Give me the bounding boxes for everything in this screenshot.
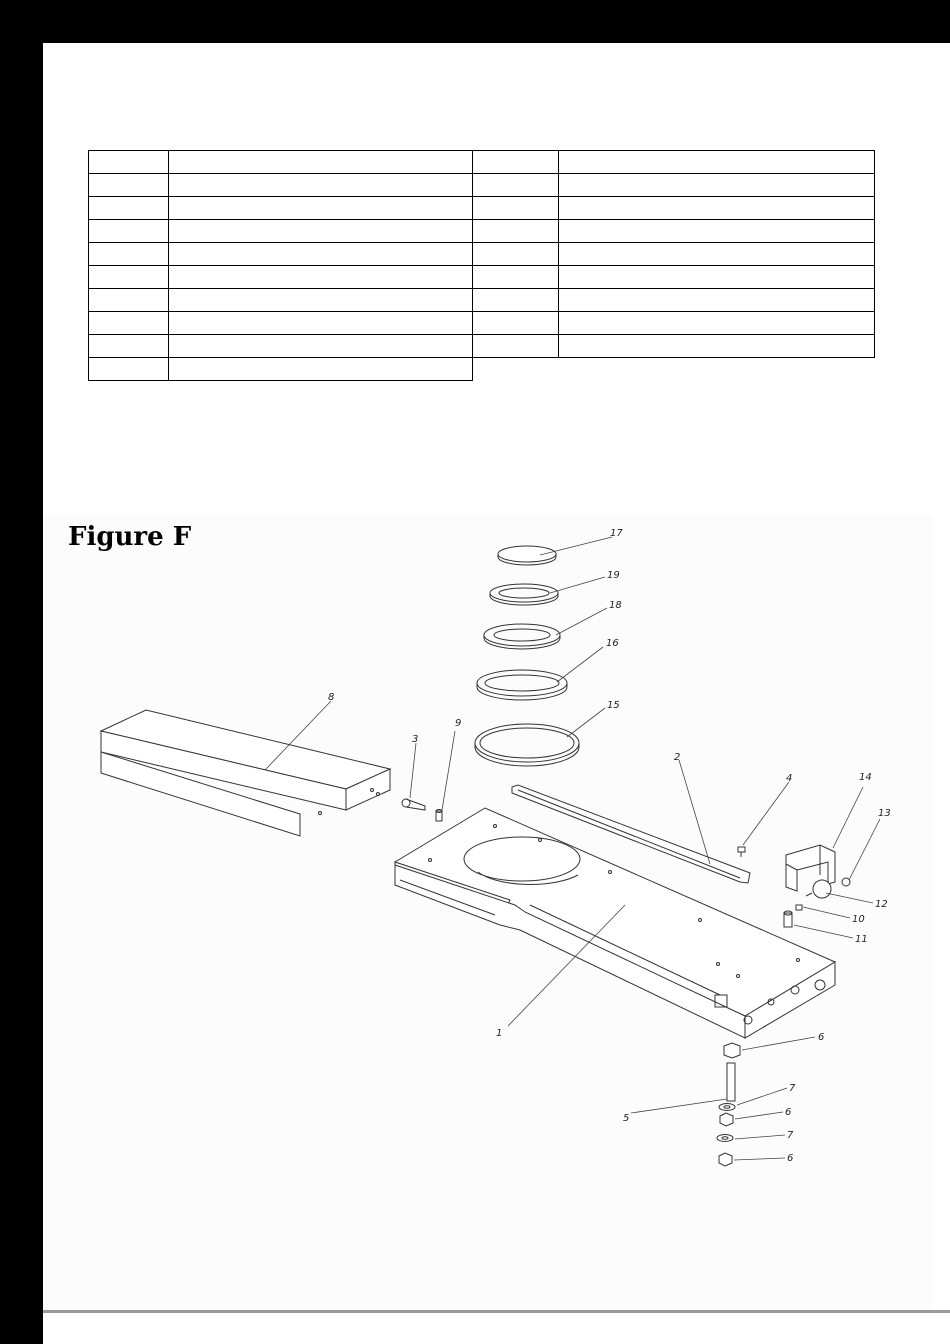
callout-6-bottom: 6	[787, 1153, 794, 1164]
callout-13: 13	[878, 808, 891, 819]
part-18-ring	[484, 624, 560, 649]
part-15-ring	[475, 724, 579, 766]
part-6-nut-c	[719, 1153, 732, 1166]
callout-7-upper: 7	[789, 1083, 796, 1094]
callout-8: 8	[328, 692, 335, 703]
callout-17: 17	[610, 528, 623, 539]
callout-10: 10	[852, 914, 865, 925]
part-17-disc	[498, 546, 556, 565]
part-7-washer-b	[717, 1135, 733, 1142]
part-7-washer-a	[719, 1104, 735, 1111]
callout-4: 4	[786, 773, 793, 784]
callout-19: 19	[607, 570, 620, 581]
callout-3: 3	[412, 734, 419, 745]
callout-11: 11	[855, 934, 868, 945]
figure-title: Figure F	[68, 522, 192, 552]
callout-9: 9	[455, 718, 462, 729]
callout-15: 15	[607, 700, 620, 711]
part-16-ring	[477, 670, 567, 700]
part-19-ring	[490, 584, 558, 605]
callout-6-top: 6	[818, 1032, 825, 1043]
part-12-knob	[806, 880, 831, 898]
callout-12: 12	[875, 899, 888, 910]
part-6-nut-a	[724, 1043, 740, 1058]
callout-16: 16	[606, 638, 619, 649]
part-5-rod	[727, 1063, 735, 1101]
page-bottom-rule	[43, 1310, 950, 1313]
callout-7-lower: 7	[787, 1130, 794, 1141]
part-11-post	[784, 911, 792, 927]
callout-2: 2	[674, 752, 681, 763]
part-9-pin	[436, 810, 442, 822]
part-8-extension	[101, 710, 390, 836]
part-10-pin	[796, 905, 802, 910]
part-3-bolt	[402, 799, 425, 810]
part-4-screw	[738, 847, 745, 857]
callout-14: 14	[859, 772, 872, 783]
callout-6-middle: 6	[785, 1107, 792, 1118]
part-1-table	[395, 808, 835, 1038]
part-6-nut-b	[720, 1113, 733, 1126]
callout-1: 1	[496, 1028, 503, 1039]
part-13-washer	[842, 878, 850, 886]
callout-18: 18	[609, 600, 622, 611]
callout-5: 5	[623, 1113, 630, 1124]
